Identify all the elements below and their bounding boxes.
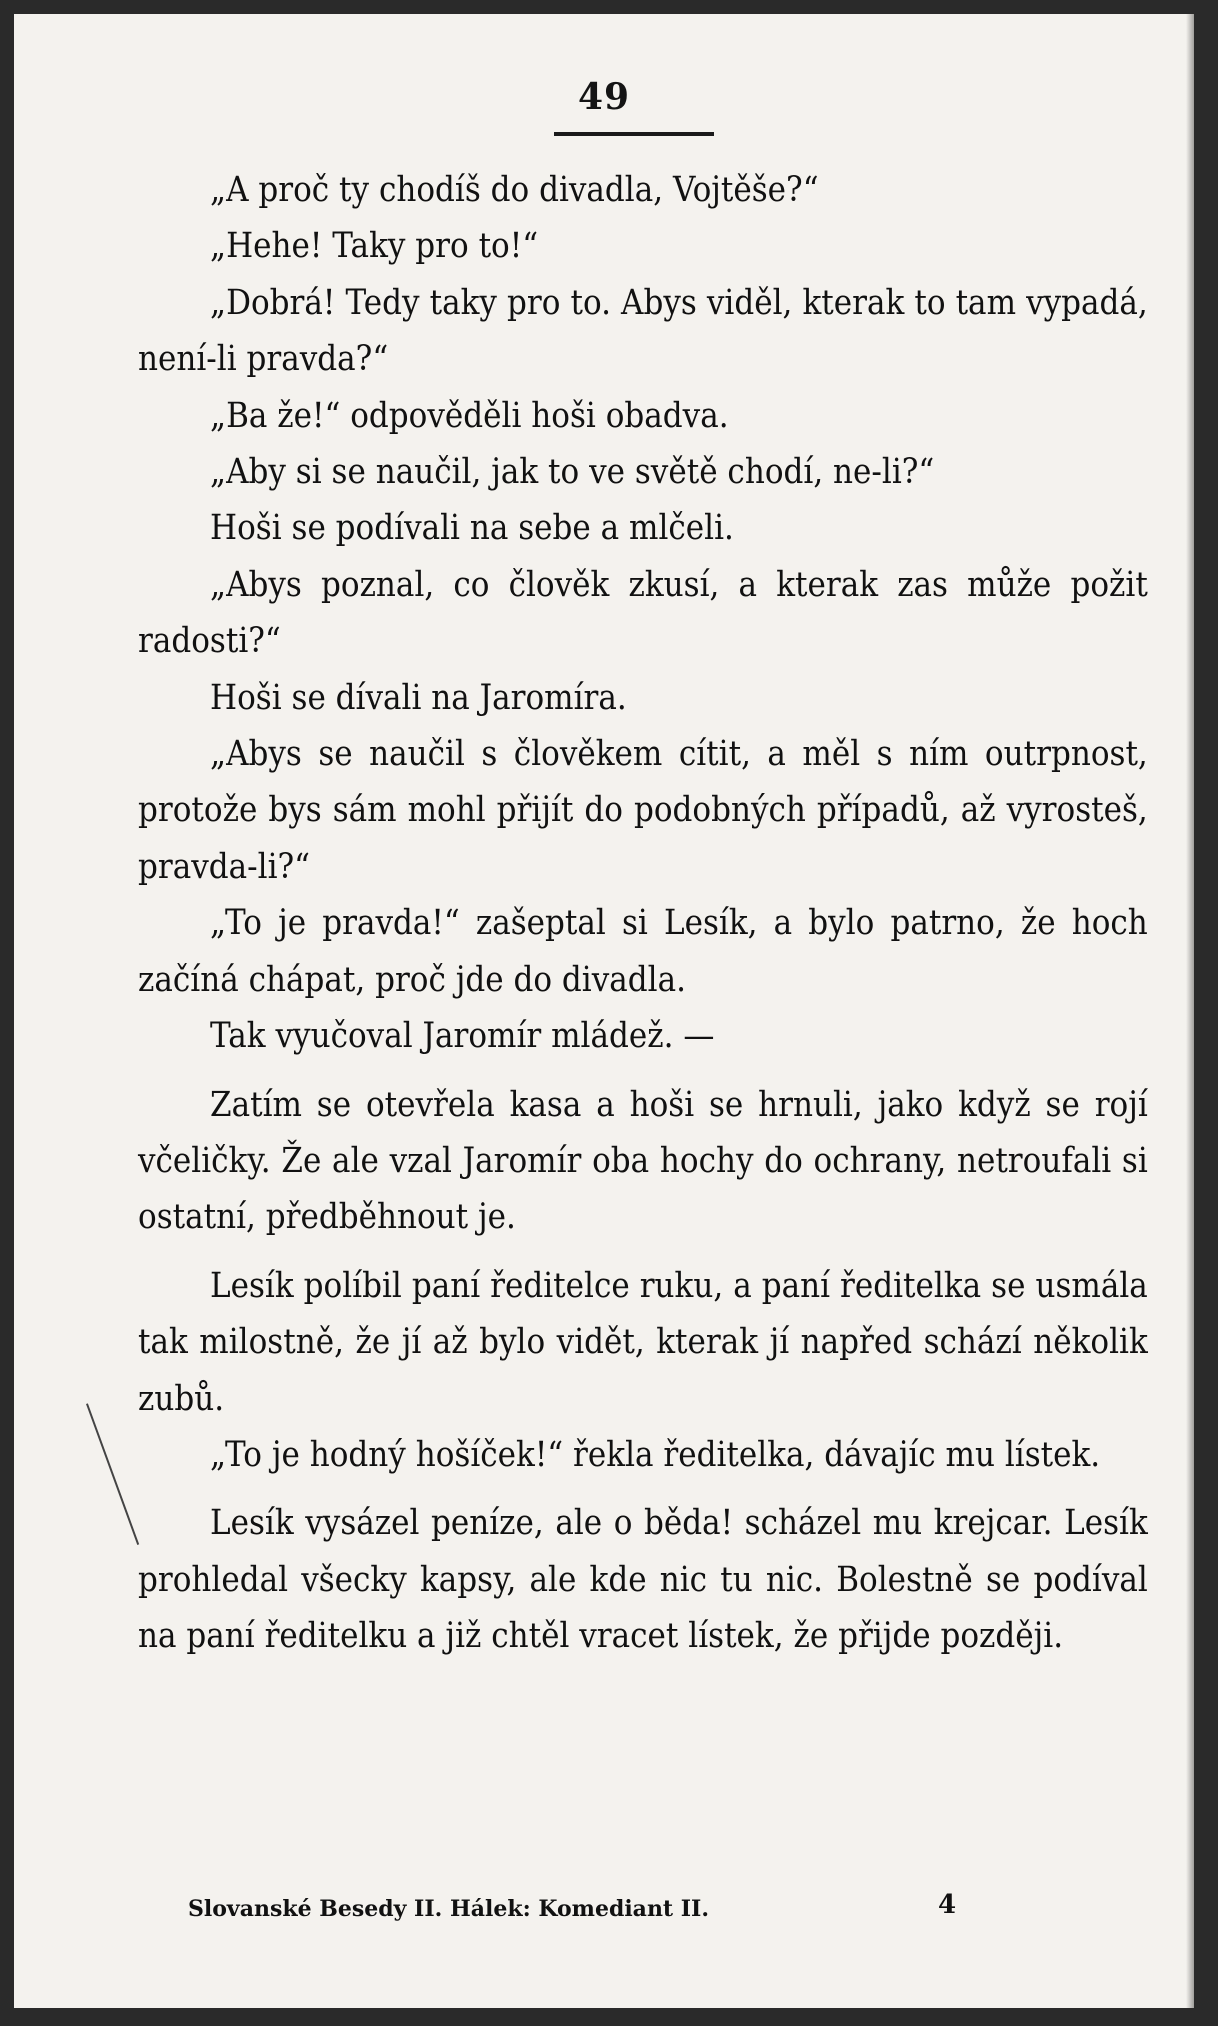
paragraph: „A proč ty chodíš do divadla, Vojtěše?“	[210, 170, 819, 210]
paragraph: Tak vyučoval Jaromír mládež. —	[210, 1016, 715, 1057]
paragraph: „Ba že!“ odpověděli hoši obadva.	[210, 395, 729, 436]
paragraph: Hoši se podívali na sebe a mlčeli.	[210, 508, 734, 549]
page-number: 49	[577, 76, 631, 118]
paragraph: „Abys poznal, co člověk zkusí, a kterak zas může požit radosti?“	[138, 564, 1148, 662]
scan-edge-shadow	[1186, 14, 1194, 2008]
paragraph: „Abys se naučil s člověkem cítit, a měl s ním outrpnost, protože bys sám mohl přijít do podobných případů, až vyrosteš, pravda-li?“	[138, 734, 1148, 887]
paragraph: Hoši se dívali na Jaromíra.	[210, 677, 627, 718]
paragraph: „To je hodný hošíček!“ řekla ředitelka, dávajíc mu lístek.	[210, 1434, 1101, 1475]
paragraph: Lesík políbil paní ředitelce ruku, a paní ředitelka se usmála tak milostně, že jí až bylo vidět, kterak jí napřed schází několik zubů.	[138, 1265, 1148, 1419]
scan-scratch-mark	[86, 1403, 139, 1545]
book-page	[14, 14, 1194, 2008]
paragraph: Lesík vysázel peníze, ale o běda! scházel mu krejcar. Lesík prohledal všecky kapsy, ale kde nic tu nic. Bolestně se podíval na paní ředitelku a již chtěl vracet lístek, že přijde později.	[138, 1503, 1148, 1657]
paragraph: „Aby si se naučil, jak to ve světě chodí, ne-li?“	[210, 452, 935, 493]
body-text	[138, 162, 1148, 1665]
page-number-rule	[554, 132, 714, 136]
footer-imprint: Slovanské Besedy II. Hálek: Komediant II.	[188, 1896, 709, 1922]
signature-mark: 4	[938, 1890, 957, 1920]
paragraph: „Hehe! Taky pro to!“	[210, 226, 539, 267]
paragraph: „Dobrá! Tedy taky pro to. Abys viděl, kterak to tam vypadá, není-li pravda?“	[138, 282, 1148, 380]
paragraph: „To je pravda!“ zašeptal si Lesík, a bylo patrno, že hoch začíná chápat, proč jde do divadla.	[138, 903, 1148, 1000]
paragraph: Zatím se otevřela kasa a hoši se hrnuli, jako když se rojí včeličky. Že ale vzal Jaromír oba hochy do ochrany, netroufali si ostatní, předběhnout je.	[138, 1084, 1148, 1238]
